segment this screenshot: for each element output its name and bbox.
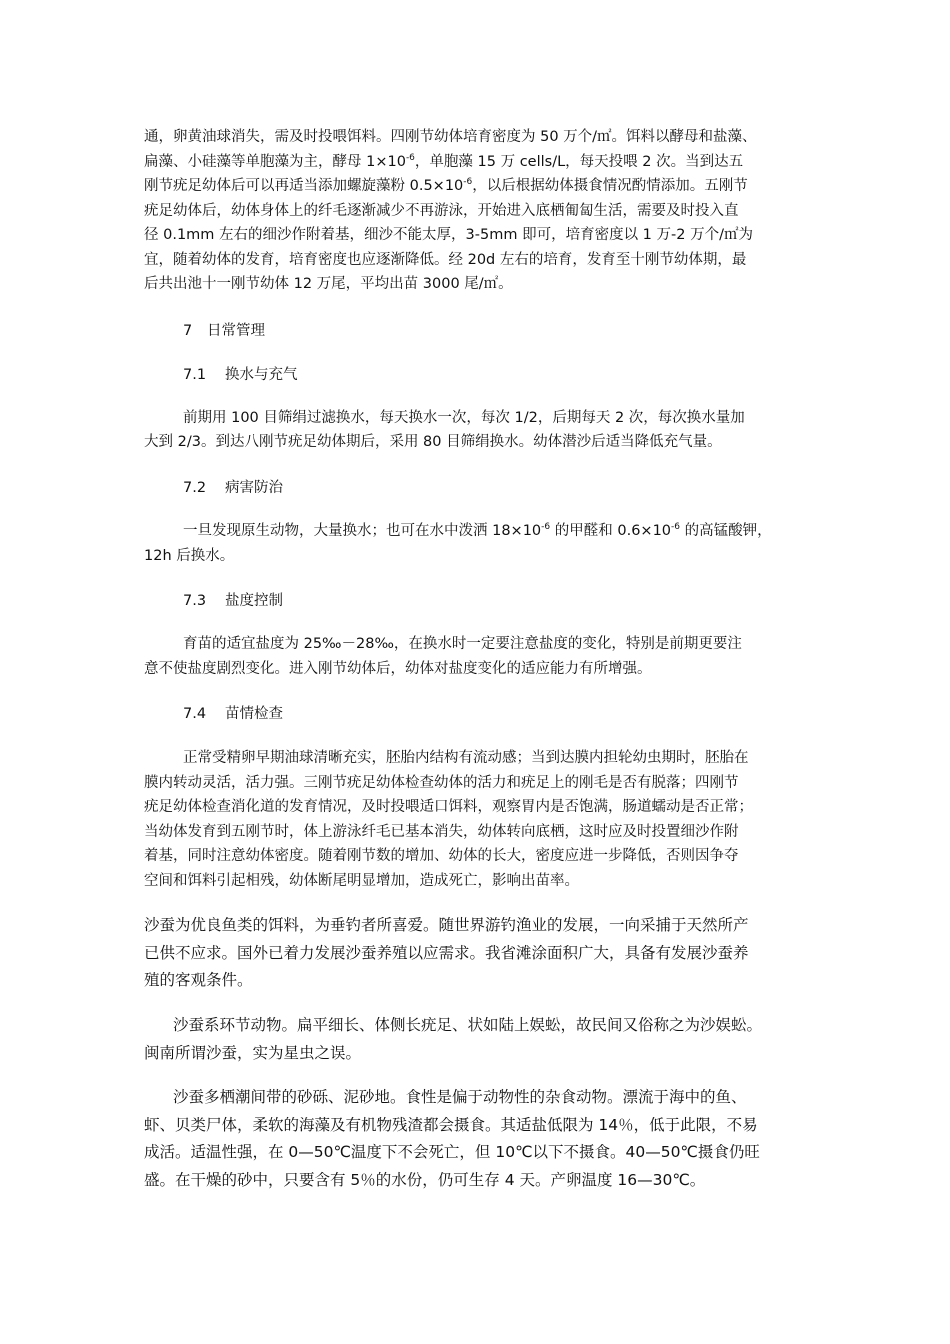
paragraph-morphology-cont bbox=[144, 1040, 814, 1068]
paragraph-inspection bbox=[183, 746, 823, 771]
superscript-exponent: -6 bbox=[541, 522, 551, 533]
text-line: 沙蚕系环节动物。扁平细长、体侧长疣足、状如陆上娱蚣，故民间又俗称之为沙娱蚣。 bbox=[173, 1016, 763, 1034]
text-segment: ，以后根据幼体摄食情况酌情添加。五刚节 bbox=[472, 178, 748, 194]
paragraph-intro bbox=[144, 912, 814, 995]
paragraph-salinity-cont bbox=[144, 657, 814, 682]
text-line: 闽南所谓沙蚕，实为星虫之误。 bbox=[144, 1043, 362, 1062]
text-line: 殖的客观条件。 bbox=[144, 971, 253, 989]
text-line: 空间和饵料引起相残，幼体断尾明显增加，造成死亡，影响出苗率。 bbox=[144, 872, 579, 889]
text-line: 后共出池十一刚节幼体 12 万尾，平均出苗 3000 尾/㎡。 bbox=[144, 276, 513, 292]
text-line: 大到 2/3。到达八刚节疣足幼体期后，采用 80 目筛绢换水。幼体潜沙后适当降低充气量。 bbox=[144, 434, 722, 450]
section-title: 日常管理 bbox=[207, 323, 265, 339]
text-line: 当幼体发育到五刚节时，体上游泳纤毛已基本消失，幼体转向底栖，这时应及时投置细沙作附 bbox=[144, 823, 739, 840]
paragraph-inspection-cont bbox=[144, 771, 814, 894]
text-line: 膜内转动灵活，活力强。三刚节疣足幼体检查幼体的活力和疣足上的刚毛是否有脱落；四刚节 bbox=[144, 774, 739, 791]
paragraph-disease-cont bbox=[144, 544, 814, 569]
text-line: 宜，随着幼体的发育，培育密度也应逐渐降低。经 20d 左右的培育，发育至十刚节幼体期，最 bbox=[144, 251, 747, 268]
paragraph-morphology bbox=[173, 1012, 843, 1040]
text-line: 正常受精卵早期油球清晰充实，胚胎内结构有流动感；当到达膜内担轮幼虫期时，胚胎在 bbox=[183, 750, 749, 766]
section-number: 7 bbox=[183, 323, 193, 339]
text-segment: 的甲醛和 0.6×10 bbox=[550, 523, 672, 539]
text-line: 已供不应求。国外已着力发展沙蚕养殖以应需求。我省滩涂面积广大，具备有发展沙蚕养 bbox=[144, 943, 749, 962]
section-title: 病害防治 bbox=[225, 480, 283, 496]
text-segment: 一旦发现原生动物，大量换水；也可在水中泼洒 18×10 bbox=[183, 523, 542, 539]
paragraph-feeding bbox=[144, 125, 814, 297]
paragraph-water-change bbox=[183, 406, 823, 431]
section-number: 7.1 bbox=[183, 367, 207, 383]
text-line: 盛。在干燥的砂中，只要含有 5％的水份，仍可生存 4 天。产卵温度 16—30℃。 bbox=[144, 1170, 706, 1189]
section-heading-7-3 bbox=[183, 590, 283, 612]
text-line: 育苗的适宜盐度为 25‰－28‰，在换水时一定要注意盐度的变化，特别是前期更要注 bbox=[183, 636, 742, 652]
text-line: 12h 后换水。 bbox=[144, 548, 235, 564]
section-number: 7.3 bbox=[183, 593, 207, 609]
superscript-exponent: -6 bbox=[671, 522, 681, 533]
text-line bbox=[144, 150, 814, 175]
text-line: 虾、贝类尸体，柔软的海藻及有机物残渣都会摄食。其适盐低限为 14％，低于此限，不易 bbox=[144, 1115, 758, 1134]
text-segment: 扁藻、小硅藻等单胞藻为主，酵母 1×10 bbox=[144, 153, 406, 170]
text-line: 疣足幼体后，幼体身体上的纤毛逐渐减少不再游泳，开始进入底栖匍匐生活，需要及时投入直 bbox=[144, 202, 739, 219]
superscript-exponent: -6 bbox=[463, 177, 473, 188]
text-segment: 的高锰酸钾， bbox=[680, 523, 772, 539]
text-segment: ，单胞藻 15 万 cells/L，每天投喂 2 次。当到达五 bbox=[414, 153, 744, 170]
text-segment: 刚节疣足幼体后可以再适当添加螺旋藻粉 0.5×10 bbox=[144, 178, 464, 194]
text-line: 沙蚕多栖潮间带的砂砾、泥砂地。食性是偏于动物性的杂食动物。漂流于海中的鱼、 bbox=[173, 1088, 747, 1106]
section-title: 苗情检查 bbox=[225, 706, 283, 722]
text-line: 径 0.1mm 左右的细沙作附着基，细沙不能太厚，3-5mm 即可，培育密度以 1 万-2 万个/㎡为 bbox=[144, 227, 753, 243]
paragraph-disease bbox=[183, 519, 823, 544]
text-line: 疣足幼体检查消化道的发育情况，及时投喂适口饵料，观察胃内是否饱满，肠道蠕动是否正常； bbox=[144, 799, 753, 815]
paragraph-habits-cont bbox=[144, 1112, 814, 1195]
section-number: 7.4 bbox=[183, 706, 207, 722]
text-line: 意不使盐度剧烈变化。进入刚节幼体后，幼体对盐度变化的适应能力有所增强。 bbox=[144, 661, 652, 677]
text-line: 通，卵黄油球消失，需及时投喂饵料。四刚节幼体培育密度为 50 万个/㎡。饵料以酵母和盐藻、 bbox=[144, 129, 757, 145]
section-heading-7-2 bbox=[183, 477, 283, 499]
section-heading-7-4 bbox=[183, 703, 283, 725]
text-line bbox=[144, 174, 814, 199]
superscript-exponent: -6 bbox=[405, 152, 415, 163]
section-title: 换水与充气 bbox=[225, 367, 298, 383]
text-line bbox=[183, 519, 823, 544]
paragraph-salinity bbox=[183, 632, 823, 657]
section-title: 盐度控制 bbox=[225, 593, 283, 609]
text-line: 着基，同时注意幼体密度。随着刚节数的增加、幼体的长大，密度应进一步降低，否则因争夺 bbox=[144, 848, 739, 864]
text-line: 前期用 100 目筛绢过滤换水，每天换水一次，每次 1/2，后期每天 2 次，每次换水量加 bbox=[183, 410, 745, 426]
section-heading-7 bbox=[183, 320, 265, 342]
section-heading-7-1 bbox=[183, 364, 298, 386]
text-line: 沙蚕为优良鱼类的饵料，为垂钓者所喜爱。随世界游钓渔业的发展，一向采捕于天然所产 bbox=[144, 916, 749, 934]
paragraph-water-change-cont bbox=[144, 430, 814, 455]
text-line: 成活。适温性强，在 0—50℃温度下不会死亡，但 10℃以下不摄食。40—50℃摄食仍旺 bbox=[144, 1143, 760, 1161]
section-number: 7.2 bbox=[183, 480, 207, 496]
paragraph-habits bbox=[173, 1084, 843, 1112]
